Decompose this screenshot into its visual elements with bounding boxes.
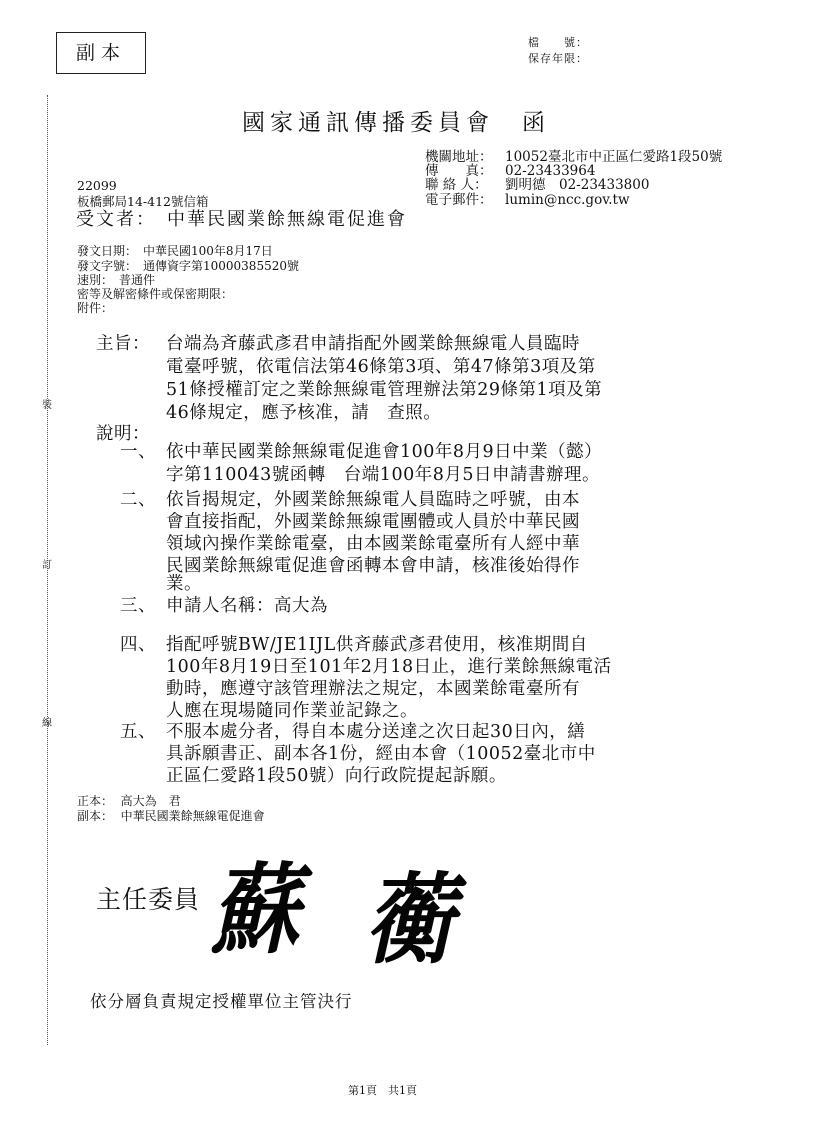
item-number: 一、 [120, 442, 156, 462]
explanation-label: 說明： [96, 424, 150, 444]
page-footer: 第1頁 共1頁 [348, 1084, 417, 1097]
item-line: 依中華民國業餘無線電促進會100年8月9日中業（懿） [166, 442, 603, 462]
urgency: 速別： 普通件 [77, 273, 156, 287]
copy-label: 正本： [77, 794, 114, 808]
subject-line: 51條授權訂定之業餘無線電管理辦法第29條第1項及第 [166, 380, 603, 400]
item-number: 二、 [120, 490, 156, 510]
contact-value: 劉明德 02-23433800 [505, 177, 650, 193]
document-title: 國家通訊傳播委員會 函 [242, 110, 550, 136]
copy-value: 高大為 君 [120, 794, 181, 808]
subject-label: 主旨： [96, 334, 150, 354]
item-line: 民國業餘無線電促進會函轉本會申請，核准後始得作 [166, 556, 580, 576]
item-line: 動時，應遵守該管理辦法之規定，本國業餘電臺所有 [166, 679, 580, 699]
item-line: 字第110043號函轉 台端100年8月5日申請書辦理。 [166, 465, 600, 485]
binding-mark-zhuang: 裝 [42, 400, 52, 411]
attachments: 附件： [77, 301, 114, 315]
contact-label: 傳 真： [425, 163, 493, 179]
copy-label: 副本： [77, 809, 114, 823]
item-line: 申請人名稱：高大為 [166, 596, 328, 616]
subject-line: 電臺呼號，依電信法第46條第3項、第47條第3項及第 [166, 357, 596, 377]
binding-mark-xian: 線 [42, 718, 52, 729]
document-number: 發文字號： 通傳資字第10000385520號 [77, 259, 299, 273]
copy-stamp: 副本 [56, 32, 146, 74]
item-line: 人應在現場隨同作業並記錄之。 [166, 701, 418, 721]
contact-label: 聯 絡 人： [425, 177, 488, 193]
copy-value: 中華民國業餘無線電促進會 [120, 809, 265, 823]
item-line: 領域內操作業餘電臺，由本國業餘電臺所有人經中華 [166, 534, 580, 554]
binding-mark-ding: 訂 [42, 560, 52, 571]
delegation-note: 依分層負責規定授權單位主管決行 [90, 992, 353, 1011]
contact-value: 10052臺北市中正區仁愛路1段50號 [505, 149, 723, 165]
signature-char-su: 蘇 [210, 853, 300, 968]
item-number: 五、 [120, 722, 156, 742]
item-number: 三、 [120, 596, 156, 616]
contact-value: 02-23433964 [505, 163, 596, 179]
recipient: 受文者： 中華民國業餘無線電促進會 [76, 209, 407, 230]
duplicate-copy [77, 807, 265, 824]
contact-label: 機關地址： [425, 149, 493, 165]
subject-line: 46條規定，應予核准，請 查照。 [166, 403, 442, 423]
contact-email [425, 188, 630, 208]
contact-label: 電子郵件： [425, 192, 493, 208]
contact-value: lumin@ncc.gov.tw [505, 192, 630, 208]
confidentiality: 密等及解密條件或保密期限： [77, 287, 234, 301]
item-line: 依旨揭規定，外國業餘無線電人員臨時之呼號，由本 [166, 490, 580, 510]
postal-code: 22099 [77, 178, 117, 193]
item-line: 具訴願書正、副本各1份，經由本會（10052臺北市中 [166, 744, 596, 764]
item-line: 會直接指配，外國業餘無線電團體或人員於中華民國 [166, 512, 580, 532]
signature-char-heng: 蘅 [364, 863, 454, 978]
item-line: 指配呼號BW/JE1IJL供斉藤武彥君使用，核准期間自 [166, 635, 588, 655]
issue-date: 發文日期： 中華民國100年8月17日 [77, 244, 273, 258]
item-number: 四、 [120, 635, 156, 655]
postal-box: 板橋郵局14-412號信箱 [77, 194, 209, 209]
signature-title: 主任委員 [96, 885, 201, 914]
item-line: 不服本處分者，得自本處分送達之次日起30日內，繕 [166, 722, 586, 742]
file-number-label: 檔 號： [528, 36, 588, 49]
retention-period-label: 保存年限： [528, 52, 588, 65]
item-line: 業。 [166, 574, 202, 594]
item-line: 100年8月19日至101年2月18日止，進行業餘無線電活 [166, 657, 612, 677]
item-line: 正區仁愛路1段50號）向行政院提起訴願。 [166, 766, 507, 786]
subject-line: 台端為斉藤武彥君申請指配外國業餘無線電人員臨時 [166, 334, 580, 354]
